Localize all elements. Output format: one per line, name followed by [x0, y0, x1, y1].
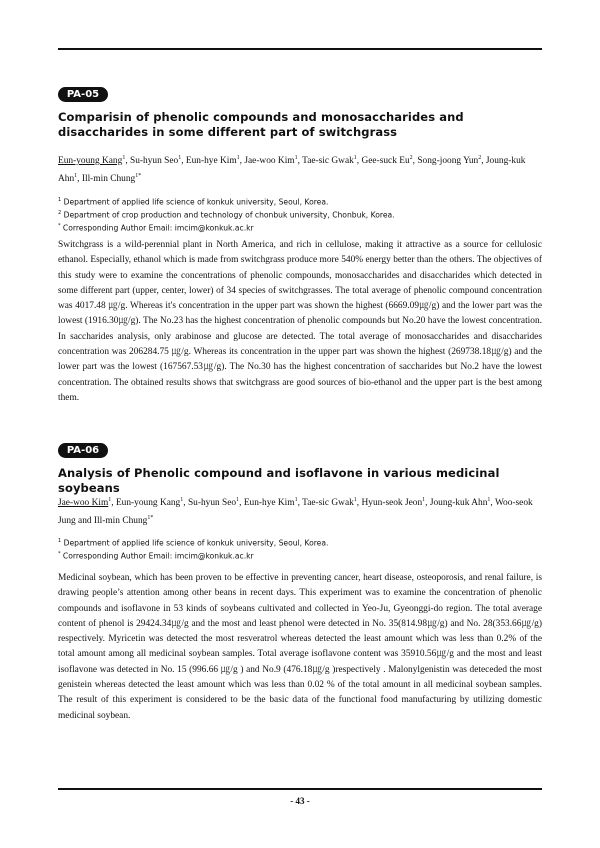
- author-affiliation-mark: 1*: [135, 173, 142, 180]
- author-name: Eun-hye Kim: [243, 498, 295, 509]
- author-name: Eun-hye Kim: [185, 156, 237, 167]
- affiliation-mark: *: [58, 223, 61, 230]
- affiliation-mark: 2: [58, 210, 62, 217]
- bottom-rule: [58, 788, 542, 790]
- author-affiliation-mark: 1: [294, 497, 298, 503]
- author-affiliation-mark: 1: [122, 155, 126, 161]
- author-list: Eun-young Kang$^1$, Su-hyun Seo$^1$, Eun-hye Kim$^1$, Jae-woo Kim$^1$, Tae-sic Gwak$^1$, Gee-suck Eu$^2$, Song-joong Yun$^2$, Joung-kuk Ahn$^1$, Ill-min Chung$^{1*}$: [58, 155, 526, 185]
- affiliations: [58, 536, 542, 562]
- author-name: Hyun-seok Jeon: [361, 498, 423, 509]
- affiliation-text: Department of crop production and technology of chonbuk university, Chonbuk, Korea.: [61, 210, 395, 220]
- affiliation-line: [58, 195, 542, 208]
- abstract-body: Medicinal soybean, which has been proven to be effective in preventing cancer, heart disease, osteoporosis, and renal failure, is drawing people’s attention among other beans in recent days. This experiment was to examine the concentration of phenolic compounds and isoflavone in 53 kinds of soybeans cultivated and collected in Yeo-Ju, Gyeonggi-do region. The total average content of phenol is 29424.34㎍/g and the most and least phenol were detected in No. 35(814.98㎍/g) and No. 28(353.66㎍/g) respectively. Myricetin was detected the most resveratrol whereas detected the least amount which was less than 0.2% of the total amount among all medicinal soybean samples. Total average isoflavone content was 35910.56㎍/g and the most and least isoflavone was detected in No. 15 (996.66 ㎍/g ) and No.9 (476.18㎍/g )respectively . Malonylgenistin was deteceded the most genistein whereas detected the least amount which was less than 0.02 % of the total amount in all medicinal soybean samples. The result of this experiment is considered to be the basic data of the functional food manufacturing by utilizing domestic medicinal soybean.: [58, 573, 542, 721]
- affiliation-line: [58, 208, 542, 221]
- affiliations: [58, 195, 542, 234]
- affiliation-text: Corresponding Author Email: imcim@konkuk.ac.kr: [60, 551, 254, 561]
- author-name: Tae-sic Gwak: [302, 498, 354, 509]
- author-name: Joung-kuk Ahn: [429, 498, 488, 509]
- affiliation-mark: *: [58, 551, 61, 558]
- affiliation-line: [58, 221, 542, 234]
- author-affiliation-mark: 2: [478, 155, 482, 161]
- affiliation-mark: 1: [58, 197, 62, 203]
- author-name: Woo-seok Jung and Ill-min Chung: [58, 498, 533, 527]
- author-affiliation-mark: 1: [180, 497, 184, 503]
- author-name: Ill-min Chung: [81, 174, 136, 185]
- author-affiliation-mark: 1: [236, 497, 240, 503]
- author-affiliation-mark: 1: [487, 497, 491, 503]
- affiliation-text: Corresponding Author Email: imcim@konkuk.ac.kr: [60, 223, 254, 233]
- author-affiliation-mark: 1: [294, 155, 298, 161]
- author-name: Eun-young Kang: [58, 156, 123, 167]
- author-affiliation-mark: 1: [422, 497, 426, 503]
- author-list: Jae-woo Kim$^1$, Eun-young Kang$^1$, Su-hyun Seo$^1$, Eun-hye Kim$^1$, Tae-sic Gwak$^1$, Hyun-seok Jeon$^1$, Joung-kuk Ahn$^1$, Woo-seok Jung and Ill-min Chung$^{1*}$: [58, 497, 533, 527]
- author-name: Su-hyun Seo: [187, 498, 237, 509]
- author-name: Jae-woo Kim: [244, 156, 295, 167]
- author-affiliation-mark: 2: [409, 155, 413, 161]
- author-name: Su-hyun Seo: [130, 156, 179, 167]
- author-affiliation-mark: 1: [353, 497, 357, 503]
- author-affiliation-mark: 1*: [147, 515, 154, 522]
- affiliation-text: Department of applied life science of konkuk university, Seoul, Korea.: [61, 538, 329, 548]
- author-name: Gee-suck Eu: [361, 156, 410, 167]
- top-rule: [58, 48, 542, 50]
- affiliation-line: [58, 549, 542, 562]
- abstract-title: Analysis of Phenolic compound and isoflavone in various medicinal soybeans: [58, 466, 500, 495]
- abstract-body: Switchgrass is a wild-perennial plant in North America, and rich in cellulose, making it attractive as a source for cellulosic ethanol. Especially, ethanol which is made from switchgrass produce more 540% energy better than the others. The objectives of this study were to examine the concentrations of phenolic compounds, monosaccharides and disaccharides which detected in some different part (upper, center, lower) of 34 species of switchgrasses. The total average of phenolic compound concentration was 4017.48 ㎍/g. Whereas it's concentration in the upper part was shown the highest (6669.09㎍/g) and the lower part was the lowest (1916.30㎍/g). The No.23 has the highest concentration of phenolic compounds but No.20 have the lowest concentration. In saccharides analysis, only arabinose and glucose are detected. The total average of monosaccharides and disaccharides concentration was 206284.75 ㎍/g. Whereas its concentration in the upper part was shown the highest (269738.18㎍/g) and the lower part was the lowest (167567.53㎍/g). The No.30 has the highest concentration of saccharides but No.2 have the lowest concentration. The obtained results shows that switchgrass are good sources of bio-ethanol and the upper part is the best among them.: [58, 240, 542, 403]
- author-affiliation-mark: 1: [74, 173, 78, 180]
- author-affiliation-mark: 1: [236, 155, 240, 161]
- abstract-title: Comparisin of phenolic compounds and monosaccharides and disaccharides in some different part of switchgrass: [58, 110, 464, 139]
- author-affiliation-mark: 1: [108, 497, 112, 503]
- affiliation-mark: 1: [58, 538, 62, 544]
- author-name: Eun-young Kang: [115, 498, 181, 509]
- abstract-badge: PA-06: [58, 443, 108, 458]
- author-name: Song-joong Yun: [417, 156, 479, 167]
- affiliation-text: Department of applied life science of konkuk university, Seoul, Korea.: [61, 197, 329, 207]
- abstract-badge: PA-05: [58, 87, 108, 102]
- author-name: Joung-kuk Ahn: [58, 156, 526, 185]
- affiliation-line: [58, 536, 542, 549]
- author-affiliation-mark: 1: [178, 155, 182, 161]
- author-affiliation-mark: 1: [353, 155, 357, 161]
- author-name: Tae-sic Gwak: [302, 156, 354, 167]
- author-name: Jae-woo Kim: [58, 498, 109, 509]
- page-number: - 43 -: [290, 796, 310, 806]
